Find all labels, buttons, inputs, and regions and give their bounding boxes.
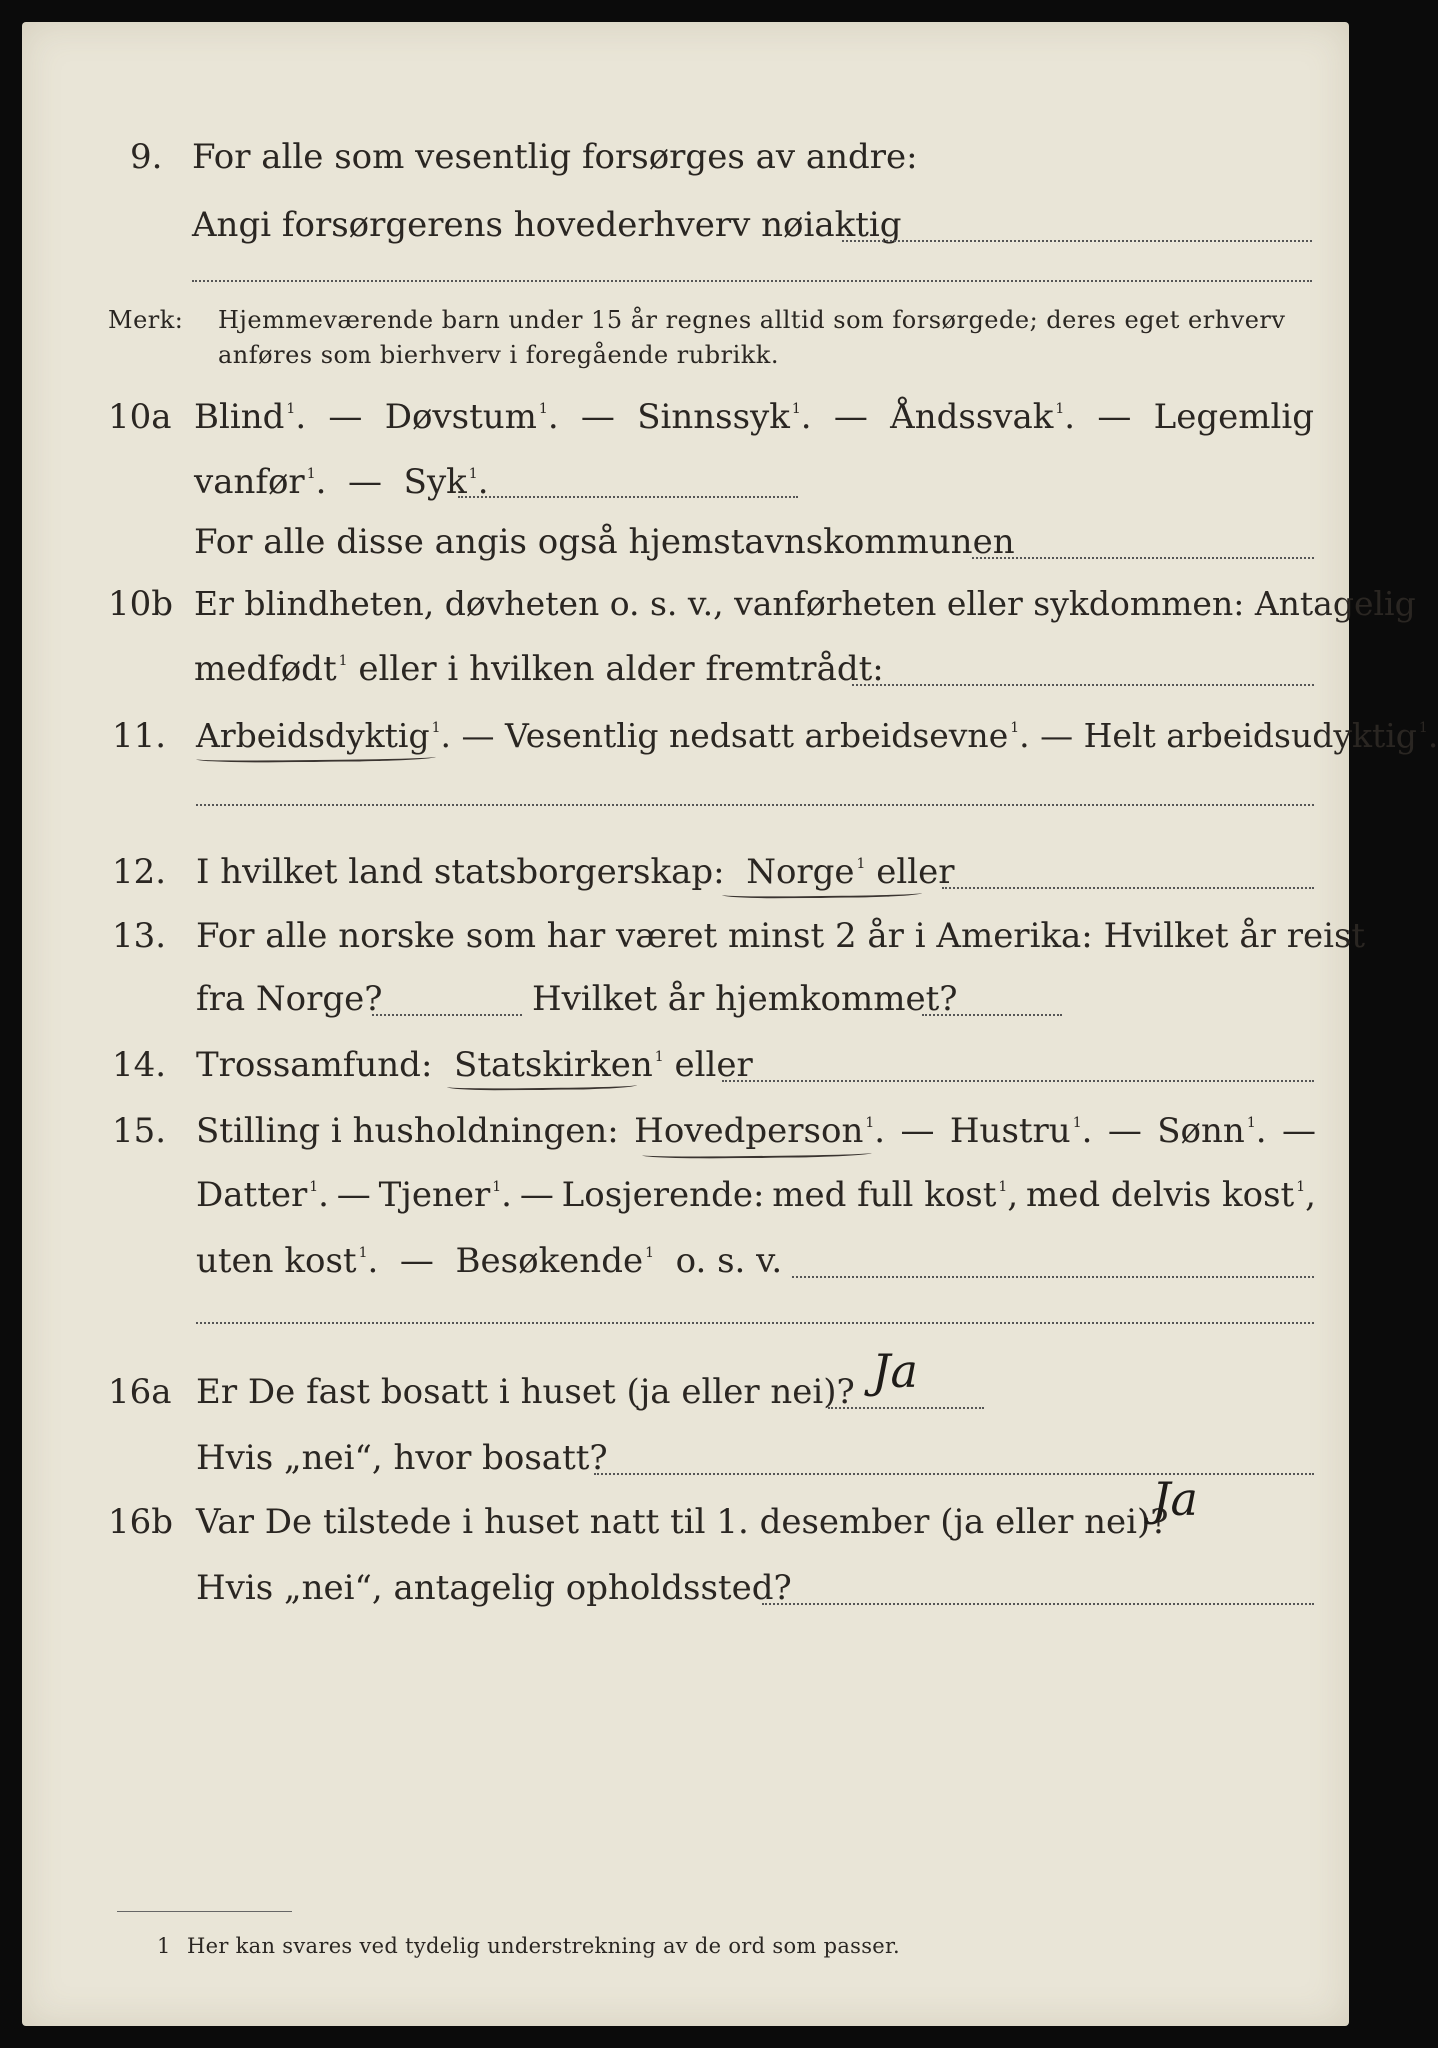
q15-line1-options [196, 1111, 1316, 1151]
footnote-text: Her kan svares ved tydelig understrekning av de ord som passer. [187, 1934, 901, 1958]
option-andssvak[interactable]: Åndssvak $^1$. [890, 397, 1076, 437]
q12-answer-line[interactable] [942, 887, 1314, 889]
dash: — [1107, 1111, 1142, 1151]
footnote-divider [117, 1911, 292, 1912]
option-vanfor[interactable]: vanfør $^1$. [194, 462, 327, 502]
q15-line3-options: uten kost $^1$. — Besøkende $^1$ o. s. v. [196, 1241, 783, 1281]
q9-answer-line-2[interactable] [192, 280, 1312, 282]
underline-arbeidsdyktig [196, 751, 436, 764]
q10b-answer-line[interactable] [852, 684, 1314, 686]
underline-statskirken [447, 1079, 637, 1091]
q11-number: 11. [112, 716, 167, 756]
q16b-opholdssted-line[interactable] [762, 1603, 1314, 1605]
q9-answer-line[interactable] [842, 240, 1312, 242]
q9-number: 9. [130, 137, 163, 177]
q16a-bosatt-line[interactable] [594, 1473, 1314, 1475]
q14-prompt: Trossamfund: [196, 1045, 433, 1085]
option-nedsatt[interactable]: Vesentlig nedsatt arbeidsevne [504, 716, 1009, 755]
q10a-answer-line[interactable] [458, 496, 798, 498]
underline-hovedperson [642, 1147, 872, 1159]
option-legemlig[interactable]: Legemlig [1153, 397, 1314, 437]
merk-label: Merk: [108, 306, 184, 334]
q10a-number: 10a [108, 397, 172, 437]
q14-answer-line[interactable] [722, 1080, 1314, 1082]
q10b-alder: eller i hvilken alder fremtrådt: [358, 649, 884, 689]
option-norge[interactable]: Norge [746, 852, 855, 892]
census-form-page [22, 22, 1438, 2026]
dash: — [1281, 1111, 1316, 1151]
q10a-line2-options: vanfør $^1$. — Syk $^1$. [194, 462, 489, 502]
q16a-bosatt-prompt: Hvis „nei“, hvor bosatt? [196, 1438, 608, 1478]
option-hustru[interactable]: Hustru $^1$. [949, 1111, 1093, 1151]
option-uten-kost[interactable]: uten kost $^1$. [196, 1241, 379, 1281]
q16a-number: 16a [108, 1372, 172, 1412]
q14-eller: eller [674, 1045, 753, 1085]
footnote-number: 1 [157, 1934, 171, 1958]
option-full-kost[interactable]: med full kost $^1$, [772, 1175, 1019, 1215]
option-syk[interactable]: Syk $^1$. [403, 462, 489, 502]
q11-answer-line[interactable] [196, 804, 1314, 806]
q13-text: For alle norske som har været minst 2 år i Amerika: Hvilket år reist [196, 916, 1366, 956]
q12-prompt: I hvilket land statsborgerskap: [196, 852, 725, 892]
merk-line1: Hjemmeværende barn under 15 år regnes alltid som forsørgede; deres eget erhverv [218, 306, 1286, 334]
q10a-hjemstavn-line[interactable] [972, 557, 1314, 559]
q15-prompt: Stilling i husholdningen: [196, 1111, 619, 1151]
q14-text: Trossamfund: Statskirken $^1$ eller [196, 1045, 753, 1085]
q10b-text: Er blindheten, døvheten o. s. v., vanførheten eller sykdommen: Antagelig [194, 584, 1416, 623]
q12-eller: eller [876, 852, 955, 892]
q16b-opholdssted-prompt: Hvis „nei“, antagelig opholdssted? [196, 1568, 792, 1608]
q12-number: 12. [112, 852, 167, 892]
option-hovedperson[interactable]: Hovedperson $^1$. [634, 1111, 886, 1151]
q16b-number: 16b [108, 1502, 174, 1542]
dash: — [336, 1175, 371, 1215]
q16b-prompt: Var De tilstede i huset natt til 1. desember (ja eller nei)? [196, 1502, 1169, 1542]
q15-losjerende: Losjerende: [561, 1175, 765, 1215]
q14-number: 14. [112, 1045, 167, 1085]
option-dovstum[interactable]: Døvstum $^1$. [384, 397, 559, 437]
option-datter[interactable]: Datter $^1$. [196, 1175, 329, 1215]
q15-answer-line[interactable] [792, 1276, 1314, 1278]
q13-hjemkommet-line[interactable] [922, 1014, 1062, 1016]
dash: — [580, 397, 615, 437]
dash: — [519, 1175, 554, 1215]
q16a-handwritten-answer[interactable]: Ja [872, 1344, 918, 1398]
dash: — [328, 397, 363, 437]
option-udyktig[interactable]: Helt arbeidsudyktig [1083, 716, 1417, 755]
q16a-prompt: Er De fast bosatt i huset (ja eller nei)? [196, 1372, 855, 1412]
q13-reist-prompt: fra Norge? [196, 979, 383, 1019]
q15-osv: o. s. v. [675, 1241, 783, 1281]
option-sinnssyk[interactable]: Sinnssyk $^1$. [637, 397, 812, 437]
option-tjener[interactable]: Tjener $^1$. [378, 1175, 512, 1215]
option-delvis-kost[interactable]: med delvis kost $^1$, [1025, 1175, 1316, 1215]
option-blind[interactable]: Blind $^1$. [194, 397, 307, 437]
dash: — [833, 397, 868, 437]
q10a-options [194, 397, 1314, 437]
option-statskirken[interactable]: Statskirken [454, 1045, 653, 1085]
q10a-hjemstavn-prompt: For alle disse angis også hjemstavnskommunen [194, 522, 1015, 562]
option-besokende[interactable]: Besøkende $^1$ [455, 1241, 654, 1281]
q16a-answer-line[interactable] [828, 1407, 984, 1409]
dash: — [1097, 397, 1132, 437]
option-arbeidsdyktig[interactable]: Arbeidsdyktig [196, 716, 430, 755]
q9-text: For alle som vesentlig forsørges av andre: [192, 137, 918, 177]
q11-options: Arbeidsdyktig $^1$. — Vesentlig nedsatt arbeidsevne $^1$. — Helt arbeidsudyktig $^1$. [196, 716, 1438, 755]
q15-answer-line-2[interactable] [196, 1322, 1314, 1324]
q12-text: I hvilket land statsborgerskap: Norge $^1$ eller [196, 852, 955, 892]
q13-number: 13. [112, 916, 167, 956]
q13-hjemkommet-prompt: Hvilket år hjemkommet? [532, 979, 958, 1019]
dash: — [900, 1111, 935, 1151]
underline-norge [722, 887, 922, 899]
q9-prompt: Angi forsørgerens hovederhverv nøiaktig [192, 205, 902, 245]
option-sonn[interactable]: Sønn $^1$. [1157, 1111, 1267, 1151]
q15-line2-options [196, 1175, 1316, 1215]
q10b-line2-text: medfødt $^1$ eller i hvilken alder fremtrådt: [194, 649, 884, 689]
q15-number: 15. [112, 1111, 167, 1151]
option-medfodt[interactable]: medfødt [194, 649, 337, 689]
q13-reist-line[interactable] [372, 1014, 522, 1016]
q16b-handwritten-answer[interactable]: Ja [1152, 1472, 1198, 1526]
merk-line2: anføres som bierhverv i foregående rubrikk. [218, 341, 779, 369]
q10b-number: 10b [108, 584, 174, 624]
